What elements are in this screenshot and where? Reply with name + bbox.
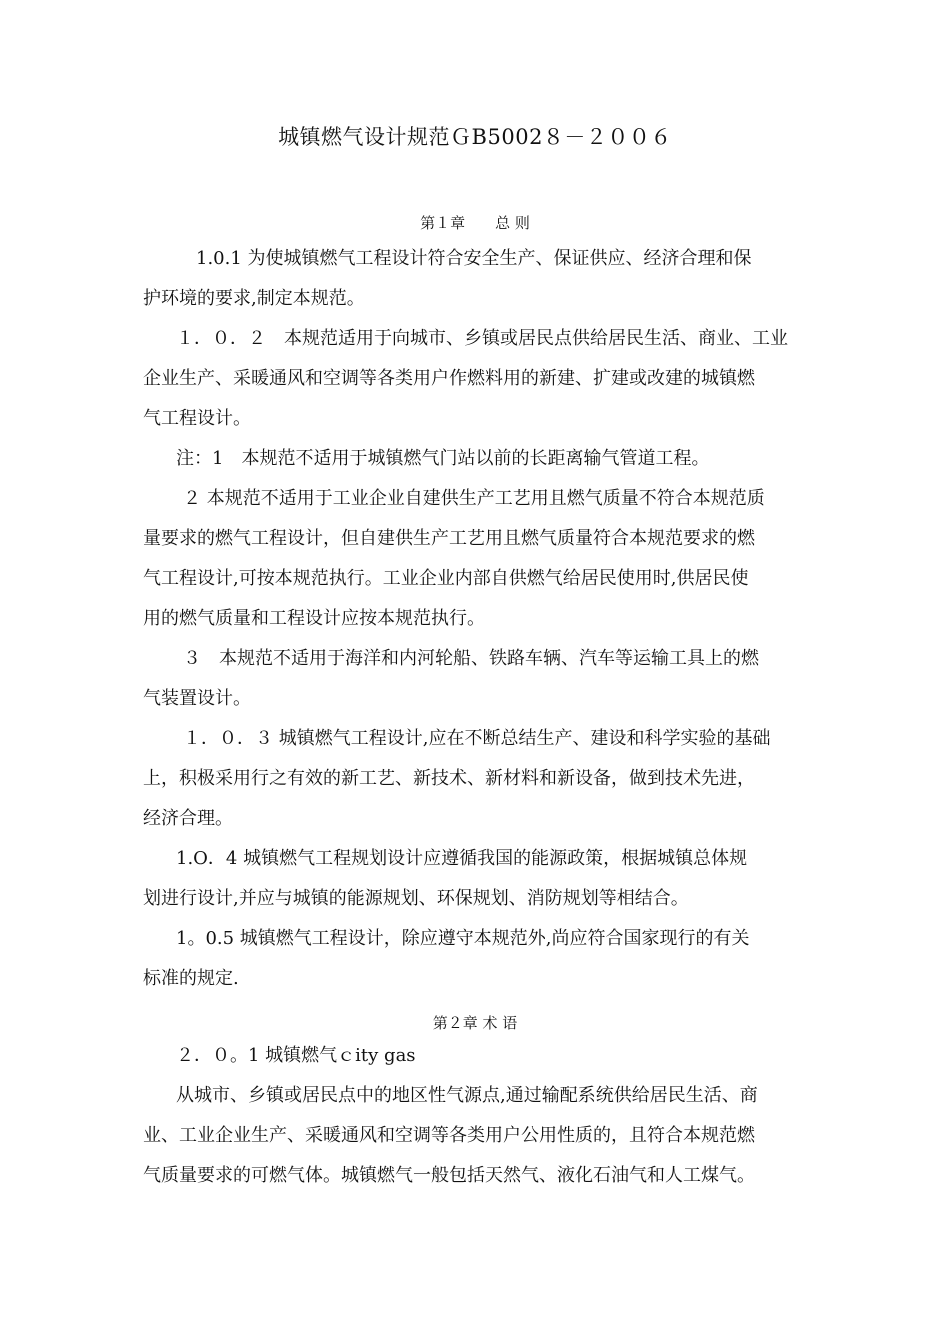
note-line: 气工程设计,可按本规范执行。工业企业内部自供燃气给居民使用时,供居民使 bbox=[143, 568, 749, 589]
chapter-2-heading: 第２章 术 语 bbox=[432, 1014, 518, 1032]
paragraph-line: 业、工业企业生产、采暖通风和空调等各类用户公用性质的，且符合本规范燃 bbox=[143, 1125, 755, 1146]
paragraph-line: 护环境的要求,制定本规范。 bbox=[143, 288, 365, 309]
term-heading: ２．０。1 城镇燃气ｃity gas bbox=[176, 1045, 416, 1066]
note-line: 用的燃气质量和工程设计应按本规范执行。 bbox=[143, 608, 485, 629]
paragraph-line: 1.0.1 为使城镇燃气工程设计符合安全生产、保证供应、经济合理和保 bbox=[196, 248, 752, 269]
paragraph-line: １．０．３ 城镇燃气工程设计,应在不断总结生产、建设和科学实验的基础 bbox=[183, 728, 771, 749]
note-line: ２ 本规范不适用于工业企业自建供生产工艺用且燃气质量不符合本规范质 bbox=[183, 488, 765, 509]
paragraph-line: 划进行设计,并应与城镇的能源规划、环保规划、消防规划等相结合。 bbox=[143, 888, 689, 909]
note-line: ３ 本规范不适用于海洋和内河轮船、铁路车辆、汽车等运输工具上的燃 bbox=[183, 648, 759, 669]
paragraph-line: 1.O．4 城镇燃气工程规划设计应遵循我国的能源政策，根据城镇总体规 bbox=[176, 848, 748, 869]
paragraph-line: 企业生产、采暖通风和空调等各类用户作燃料用的新建、扩建或改建的城镇燃 bbox=[143, 368, 755, 389]
chapter-1-heading: 第１章 总 则 bbox=[420, 214, 530, 232]
note-line: 注：1 本规范不适用于城镇燃气门站以前的长距离输气管道工程。 bbox=[176, 448, 710, 469]
paragraph-line: 上，积极采用行之有效的新工艺、新技术、新材料和新设备，做到技术先进， bbox=[143, 768, 755, 789]
paragraph-line: 从城市、乡镇或居民点中的地区性气源点,通过输配系统供给居民生活、商 bbox=[176, 1085, 758, 1106]
paragraph-line: １．０．２ 本规范适用于向城市、乡镇或居民点供给居民生活、商业、工业 bbox=[176, 328, 788, 349]
paragraph-line: 标准的规定. bbox=[143, 968, 239, 989]
note-line: 量要求的燃气工程设计，但自建供生产工艺用且燃气质量符合本规范要求的燃 bbox=[143, 528, 755, 549]
paragraph-line: 气质量要求的可燃气体。城镇燃气一般包括天然气、液化石油气和人工煤气。 bbox=[143, 1165, 755, 1186]
paragraph-line: 经济合理。 bbox=[143, 808, 233, 829]
note-line: 气装置设计。 bbox=[143, 688, 251, 709]
document-title: 城镇燃气设计规范ＧB5002８－２００６ bbox=[278, 125, 672, 149]
paragraph-line: 气工程设计。 bbox=[143, 408, 251, 429]
paragraph-line: 1。0.5 城镇燃气工程设计，除应遵守本规范外,尚应符合国家现行的有关 bbox=[176, 928, 750, 949]
